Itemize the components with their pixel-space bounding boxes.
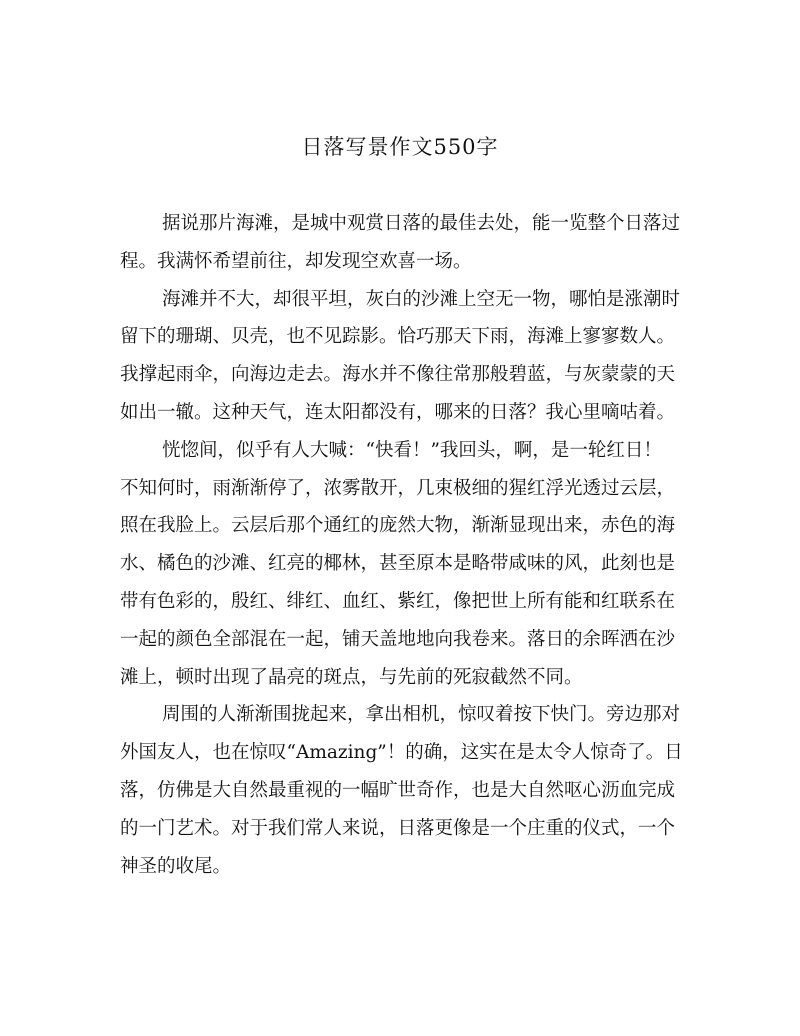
document-body: [120, 205, 683, 885]
text-line: 不知何时，雨渐渐停了，浓雾散开，几束极细的猩红浮光透过云层，: [120, 477, 676, 499]
paragraph-4: [120, 696, 683, 885]
text-line: 滩上，顿时出现了晶亮的斑点，与先前的死寂截然不同。: [120, 666, 583, 688]
text-line: 外国友人，也在惊叹“Amazing”！的确，这实在是太令人惊奇了。日: [120, 742, 683, 764]
text-line: 水、橘色的沙滩、红亮的椰林，甚至原本是略带咸味的风，此刻也是: [120, 553, 676, 575]
text-line: 的一门艺术。对于我们常人来说，日落更像是一个庄重的仪式，一个: [120, 817, 676, 839]
text-line: 留下的珊瑚、贝壳，也不见踪影。恰巧那天下雨，海滩上寥寥数人。: [120, 326, 676, 348]
text-line: 神圣的收尾。: [120, 855, 232, 877]
text-line: 一起的颜色全部混在一起，铺天盖地地向我卷来。落日的余晖洒在沙: [120, 628, 676, 650]
paragraph-1: [120, 205, 680, 281]
text-line: 我撑起雨伞，向海边走去。海水并不像往常那般碧蓝，与灰蒙蒙的天: [120, 364, 676, 386]
text-line: 海滩并不大，却很平坦，灰白的沙滩上空无一物，哪怕是涨潮时: [162, 288, 681, 310]
text-line: 落，仿佛是大自然最重视的一幅旷世奇作，也是大自然呕心沥血完成: [120, 779, 676, 801]
paragraph-3: [120, 432, 680, 697]
text-line: 带有色彩的，殷红、绯红、血红、紫红，像把世上所有能和红联系在: [120, 590, 676, 612]
paragraph-2: [120, 281, 680, 432]
text-line: 据说那片海滩，是城中观赏日落的最佳去处，能一览整个日落过: [162, 213, 681, 234]
document-title: 日落写景作文550字: [301, 135, 499, 159]
text-line: 恍惚间，似乎有人大喊：“快看！”我回头，啊，是一轮红日！: [162, 439, 662, 461]
text-line: 周围的人渐渐围拢起来，拿出相机，惊叹着按下快门。旁边那对: [162, 704, 681, 726]
text-line: 程。我满怀希望前往，却发现空欢喜一场。: [120, 250, 472, 272]
text-line: 照在我脸上。云层后那个通红的庞然大物，渐渐显现出来，赤色的海: [120, 515, 676, 537]
text-line: 如出一辙。这种天气，连太阳都没有，哪来的日落？我心里嘀咕着。: [120, 401, 676, 423]
